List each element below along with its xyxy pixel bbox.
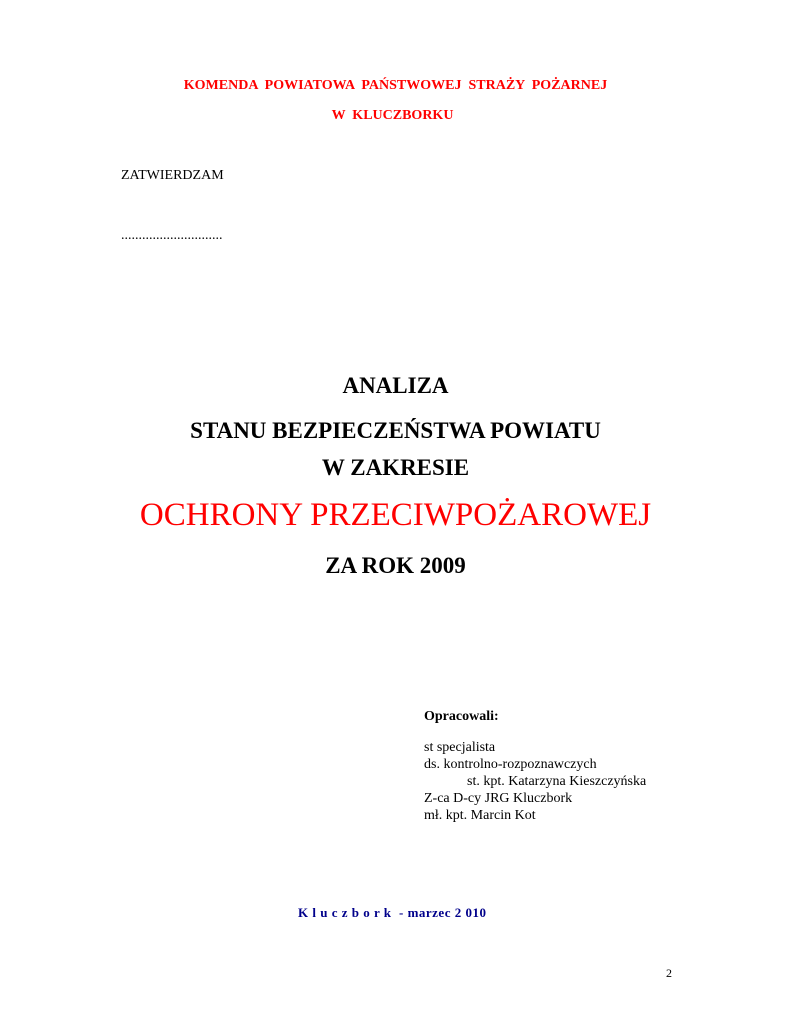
title-fire-protection: OCHRONY PRZECIWPOŻAROWEJ: [139, 497, 652, 533]
title-year: ZA ROK 2009: [325, 553, 466, 578]
authors-heading: Opracowali:: [424, 709, 499, 724]
title-safety-state: STANU BEZPIECZEŃSTWA POWIATU: [190, 418, 601, 443]
institution-location: W KLUCZBORKU: [331, 108, 454, 123]
author-2-role: Z-ca D-cy JRG Kluczbork: [424, 791, 573, 806]
authors-block: [424, 708, 646, 824]
title-analysis: ANALIZA: [342, 373, 449, 398]
approval-label: ZATWIERDZAM: [121, 168, 224, 183]
title-scope: W ZAKRESIE: [321, 455, 470, 480]
author-1-department: ds. kontrolno-rozpoznawczych: [424, 757, 597, 772]
author-1-name: st. kpt. Katarzyna Kieszczyńska: [467, 774, 647, 789]
author-2-name: mł. kpt. Marcin Kot: [424, 808, 536, 823]
approval-signature-line: .............................: [121, 228, 223, 243]
place-and-date: K l u c z b o r k - marzec 2 010: [298, 905, 487, 920]
author-1-role: st specjalista: [424, 740, 496, 755]
institution-name: KOMENDA POWIATOWA PAŃSTWOWEJ STRAŻY POŻARNEJ: [183, 78, 608, 93]
page-number: 2: [666, 966, 672, 980]
